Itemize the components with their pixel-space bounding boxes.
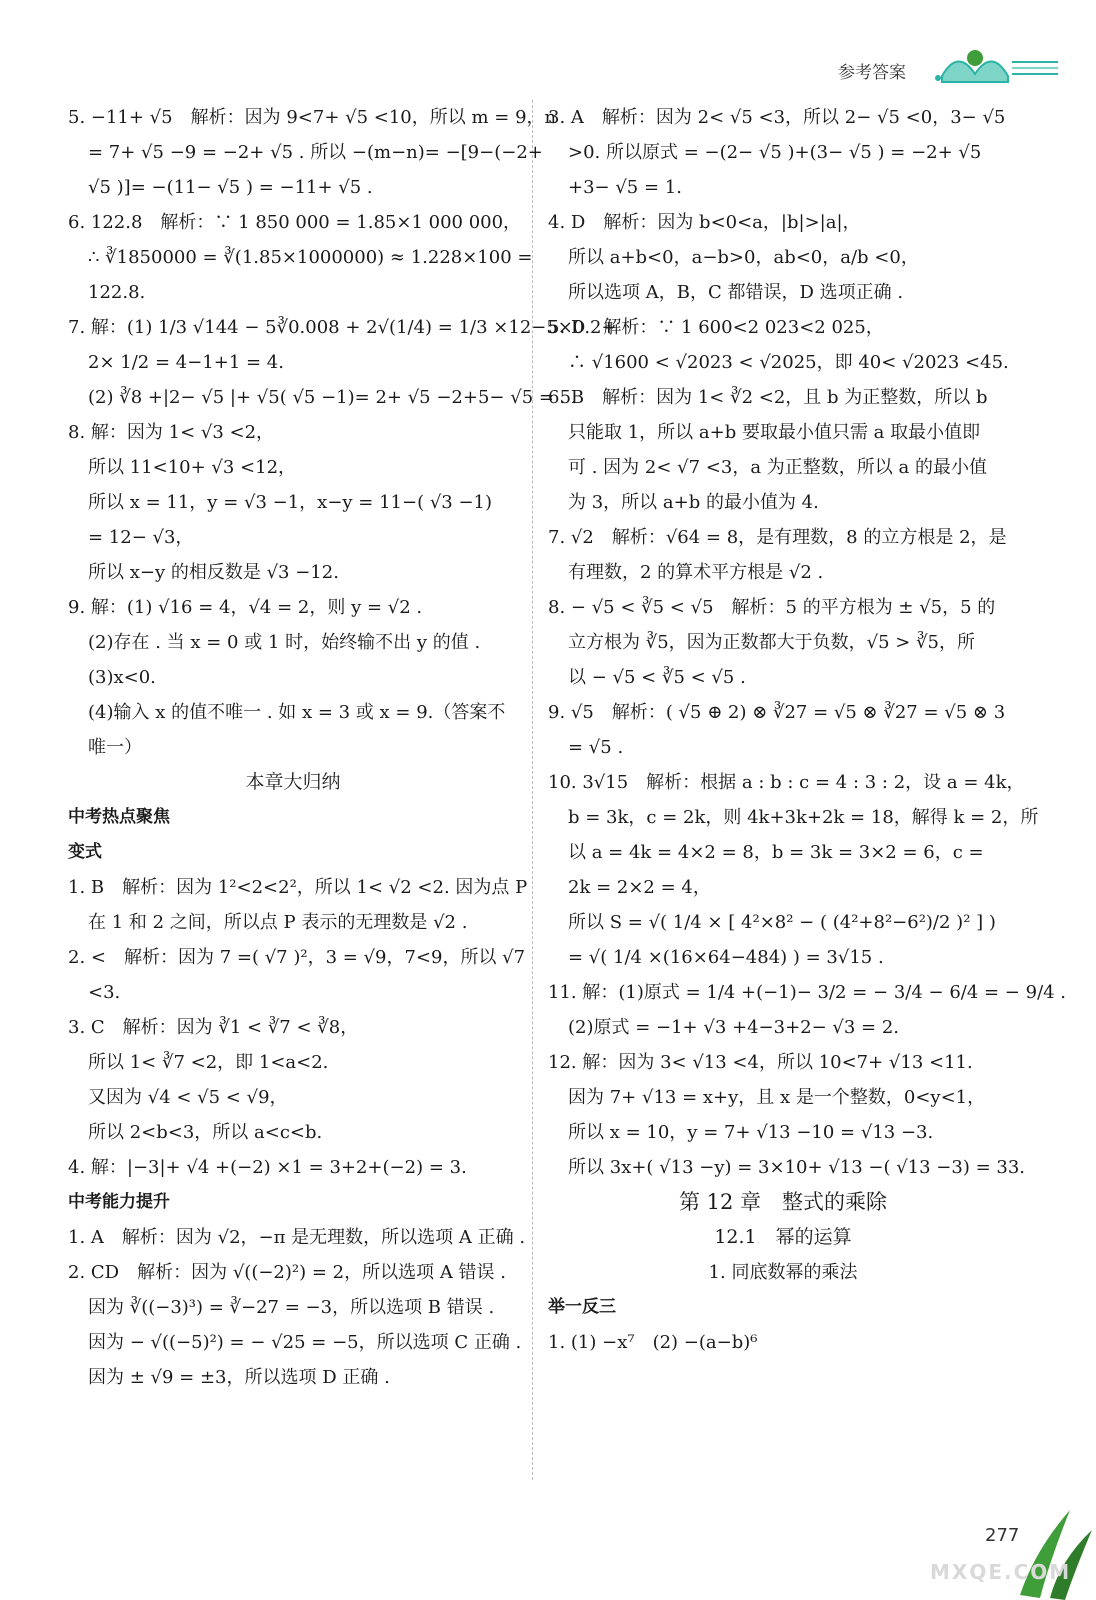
answer-line: 5. −11+ √5 解析：因为 9<7+ √5 <10，所以 m = 9，n xyxy=(68,107,557,128)
answer-line: = 12− √3， xyxy=(88,527,194,548)
answer-line: 2. < 解析：因为 7 =( √7 )²，3 = √9，7<9，所以 √7 xyxy=(68,947,526,968)
answer-line: 6. B 解析：因为 1< ∛2 <2，且 b 为正整数，所以 b xyxy=(548,387,988,408)
header-label: 参考答案 xyxy=(838,63,906,83)
watermark: MXQE.COM xyxy=(930,1560,1072,1584)
answer-line: = √5 . xyxy=(568,737,624,758)
answer-line: 因为 ± √9 = ±3，所以选项 D 正确 . xyxy=(88,1367,390,1388)
answer-line: 因为 ∛((−3)³) = ∛−27 = −3，所以选项 B 错误 . xyxy=(88,1297,495,1318)
answer-line: 又因为 √4 < √5 < √9， xyxy=(88,1087,288,1108)
answer-line: 可 . 因为 2< √7 <3，a 为正整数，所以 a 的最小值 xyxy=(568,457,987,478)
answer-line: (3)x<0. xyxy=(88,667,156,688)
answer-line: 为 3，所以 a+b 的最小值为 4. xyxy=(568,492,819,513)
column-divider xyxy=(532,100,533,1480)
answer-line: 9. √5 解析：( √5 ⊕ 2) ⊗ ∛27 = √5 ⊗ ∛27 = √5 ⊗ 3 xyxy=(548,702,1006,723)
answer-line: (4)输入 x 的值不唯一 . 如 x = 3 或 x = 9.（答案不 xyxy=(88,702,506,723)
answer-line: 以 − √5 < ∛5 < √5 . xyxy=(568,667,746,688)
answer-line: 10. 3√15 解析：根据 a : b : c = 4 : 3 : 2，设 a = 4k， xyxy=(548,772,1025,793)
answer-line: 8. 解：因为 1< √3 <2， xyxy=(68,422,275,443)
variant-heading: 变式 xyxy=(68,842,102,862)
answer-line: 所以选项 A，B，C 都错误，D 选项正确 . xyxy=(568,282,904,303)
answer-line: 立方根为 ∛5，因为正数都大于负数，√5 > ∛5，所 xyxy=(568,632,976,653)
answer-line: 1. (1) −x⁷ (2) −(a−b)⁶ xyxy=(548,1332,758,1353)
answer-line: 在 1 和 2 之间，所以点 P 表示的无理数是 √2 . xyxy=(88,912,468,933)
answer-line: 4. 解：|−3|+ √4 +(−2) ×1 = 3+2+(−2) = 3. xyxy=(68,1157,467,1178)
answer-line: 所以 x−y 的相反数是 √3 −12. xyxy=(88,562,339,583)
answer-line: 因为 7+ √13 = x+y，且 x 是一个整数，0<y<1， xyxy=(568,1087,986,1108)
answer-line: 122.8. xyxy=(88,282,146,303)
answer-line: (2)存在 . 当 x = 0 或 1 时，始终输不出 y 的值 . xyxy=(88,632,481,653)
answer-line: 所以 S = √( 1/4 × [ 4²×8² − ( (4²+8²−6²)/2 )² ] ) xyxy=(568,912,996,933)
answer-line: (2) ∛8 +|2− √5 |+ √5( √5 −1)= 2+ √5 −2+5− √5 = 5. xyxy=(88,387,577,408)
answer-line: 12. 解：因为 3< √13 <4，所以 10<7+ √13 <11. xyxy=(548,1052,973,1073)
answer-line: 5. D 解析：∵ 1 600<2 023<2 025， xyxy=(548,317,884,338)
answer-line: 3. C 解析：因为 ∛1 < ∛7 < ∛8， xyxy=(68,1017,359,1038)
answer-line: +3− √5 = 1. xyxy=(568,177,682,198)
practice-heading: 举一反三 xyxy=(548,1297,616,1317)
answer-line: 所以 x = 11，y = √3 −1，x−y = 11−( √3 −1) xyxy=(88,492,493,513)
answer-line: 2. CD 解析：因为 √((−2)²) = 2，所以选项 A 错误 . xyxy=(68,1262,506,1283)
answer-line: 2× 1/2 = 4−1+1 = 4. xyxy=(88,352,284,373)
answer-line: 所以 a+b<0，a−b>0，ab<0，a/b <0， xyxy=(568,247,919,268)
answer-line: b = 3k，c = 2k，则 4k+3k+2k = 18，解得 k = 2，所 xyxy=(568,807,1039,828)
section-title: 12.1 幂的运算 xyxy=(714,1226,852,1248)
answer-line: 3. A 解析：因为 2< √5 <3，所以 2− √5 <0，3− √5 xyxy=(548,107,1006,128)
answer-line: 所以 x = 10，y = 7+ √13 −10 = √13 −3. xyxy=(568,1122,934,1143)
chapter-summary-title: 本章大归纳 xyxy=(245,771,341,793)
answer-line: 唯一） xyxy=(88,737,142,758)
answer-line: 11. 解：(1)原式 = 1/4 +(−1)− 3/2 = − 3/4 − 6/4 = − 9/4 . xyxy=(548,982,1067,1003)
answer-line: 2k = 2×2 = 4， xyxy=(568,877,711,898)
answer-line: >0. 所以原式 = −(2− √5 )+(3− √5 ) = −2+ √5 xyxy=(568,142,982,163)
answer-line: 7. 解：(1) 1/3 √144 − 5∛0.008 + 2√(1/4) = 1/3 ×12−5×0.2+ xyxy=(68,317,617,338)
answer-line: √5 )]= −(11− √5 ) = −11+ √5 . xyxy=(88,177,373,198)
answer-line: = √( 1/4 ×(16×64−484) ) = 3√15 . xyxy=(568,947,884,968)
answer-line: (2)原式 = −1+ √3 +4−3+2− √3 = 2. xyxy=(568,1017,900,1038)
subsection-title: 1. 同底数幂的乘法 xyxy=(708,1262,858,1283)
answer-line: ∴ √1600 < √2023 < √2025，即 40< √2023 <45. xyxy=(568,352,1009,373)
answer-line: 所以 1< ∛7 <2，即 1<a<2. xyxy=(88,1052,329,1073)
answer-line: 1. B 解析：因为 1²<2<2²，所以 1< √2 <2. 因为点 P xyxy=(68,877,528,898)
answer-line: 所以 11<10+ √3 <12， xyxy=(88,457,297,478)
answer-line: 所以 2<b<3，所以 a<c<b. xyxy=(88,1122,323,1143)
answer-line: 只能取 1，所以 a+b 要取最小值只需 a 取最小值即 xyxy=(568,422,981,443)
answer-line: 6. 122.8 解析：∵ 1 850 000 = 1.85×1 000 000， xyxy=(68,212,522,233)
hot-topics-heading: 中考热点聚焦 xyxy=(68,807,170,827)
page-number: 277 xyxy=(985,1525,1020,1546)
answer-line: 所以 3x+( √13 −y) = 3×10+ √13 −( √13 −3) = 33. xyxy=(568,1157,1026,1178)
chapter-title: 第 12 章 整式的乘除 xyxy=(678,1190,888,1214)
book-mascot-icon xyxy=(920,40,1060,90)
answer-line: 1. A 解析：因为 √2，−π 是无理数，所以选项 A 正确 . xyxy=(68,1227,526,1248)
right-column xyxy=(548,100,1067,1360)
answer-line: 以 a = 4k = 4×2 = 8，b = 3k = 3×2 = 6，c = xyxy=(568,842,984,863)
answer-line: 7. √2 解析：√64 = 8，是有理数，8 的立方根是 2，是 xyxy=(548,527,1007,548)
answer-line: = 7+ √5 −9 = −2+ √5 . 所以 −(m−n)= −[9−(−2+ xyxy=(88,142,543,163)
answer-line: 8. − √5 < ∛5 < √5 解析：5 的平方根为 ± √5，5 的 xyxy=(548,597,996,618)
answer-line: ∴ ∛1850000 = ∛(1.85×1000000) ≈ 1.228×100 = xyxy=(88,247,533,268)
answer-line: 有理数，2 的算术平方根是 √2 . xyxy=(568,562,824,583)
answer-line: 9. 解：(1) √16 = 4，√4 = 2，则 y = √2 . xyxy=(68,597,423,618)
ability-heading: 中考能力提升 xyxy=(68,1192,170,1212)
answer-line: 4. D 解析：因为 b<0<a，|b|>|a|， xyxy=(548,212,861,233)
answer-line: <3. xyxy=(88,982,121,1003)
answer-line: 因为 − √((−5)²) = − √25 = −5，所以选项 C 正确 . xyxy=(88,1332,522,1353)
